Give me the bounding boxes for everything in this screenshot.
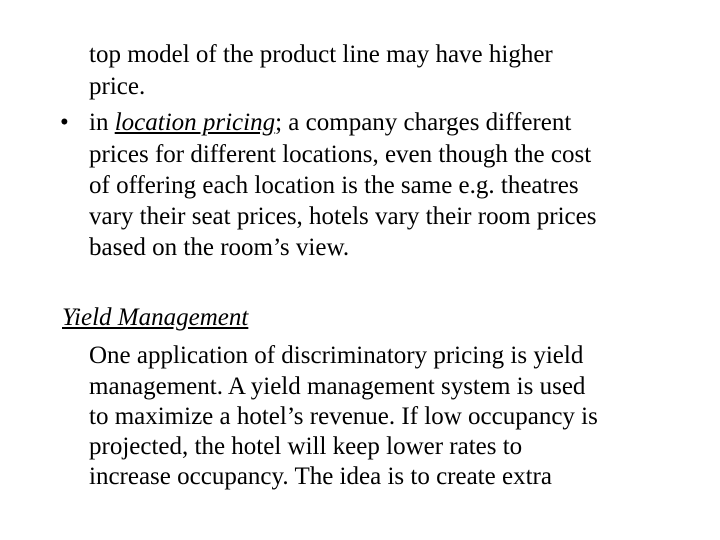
yield-paragraph-line-2: management. A yield management system is used xyxy=(89,373,586,400)
location-bullet-line-1-rest: ; a company charges different xyxy=(275,109,572,136)
location-bullet-prefix: in xyxy=(89,109,115,136)
yield-paragraph-line-5: increase occupancy. The idea is to create extra xyxy=(89,463,552,490)
location-bullet-line-4: vary their seat prices, hotels vary their room prices xyxy=(89,203,597,230)
yield-paragraph-line-3: to maximize a hotel’s revenue. If low occupancy is xyxy=(89,403,598,430)
yield-management-heading: Yield Management xyxy=(62,304,249,331)
location-pricing-bullet xyxy=(60,108,571,138)
bullet-icon: • xyxy=(60,109,69,136)
location-bullet-line-3: of offering each location is the same e.g. theatres xyxy=(89,172,579,199)
yield-paragraph-line-1: One application of discriminatory pricing is yield xyxy=(89,342,584,369)
location-bullet-line-2: prices for different locations, even though the cost xyxy=(89,141,592,168)
continued-bullet-line-1: top model of the product line may have higher xyxy=(89,41,553,68)
location-pricing-term: location pricing xyxy=(114,109,276,136)
location-bullet-line-5: based on the room’s view. xyxy=(89,234,350,261)
yield-paragraph-line-4: projected, the hotel will keep lower rates to xyxy=(89,433,523,460)
continued-bullet-line-2: price. xyxy=(89,73,146,100)
